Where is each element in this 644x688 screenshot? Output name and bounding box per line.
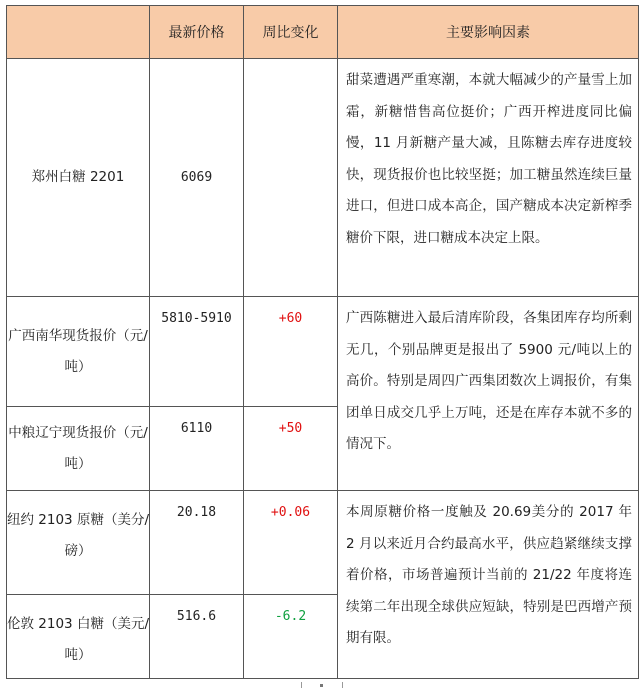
header-col-price: 最新价格 [150, 6, 244, 59]
table-row [7, 491, 639, 595]
variety-name: 伦敦 2103 白糖（美元/吨） [7, 595, 150, 679]
resize-handle[interactable] [301, 682, 343, 688]
variety-name: 郑州白糖 2201 [7, 59, 150, 297]
main-factors: 甜菜遭遇严重寒潮，本就大幅减少的产量雪上加霜，新糖惜售高位挺价；广西开榨进度同比偏慢，11 月新糖产量大减，且陈糖去库存进度较快，现货报价也比较坚挺；加工糖虽然连续巨量进口，但进口成本高企，国产糖成本决定新榨季糖价下限，进口糖成本决定上限。 [338, 59, 639, 297]
main-factors: 广西陈糖进入最后清库阶段，各集团库存均所剩无几，个别品牌更是报出了 5900 元/吨以上的高价。特别是周四广西集团数次上调报价，有集团单日成交几乎上万吨，还是在库存本就不多的情况下。 [338, 297, 639, 491]
latest-price: 6069 [150, 59, 244, 297]
weekly-change [244, 59, 338, 297]
latest-price: 516.6 [150, 595, 244, 679]
variety-name: 广西南华现货报价（元/吨） [7, 297, 150, 407]
weekly-change: +0.06 [244, 491, 338, 595]
header-row [7, 6, 639, 59]
weekly-change: +50 [244, 407, 338, 491]
variety-name: 中粮辽宁现货报价（元/吨） [7, 407, 150, 491]
table-row [7, 59, 639, 297]
latest-price: 20.18 [150, 491, 244, 595]
header-col-factors: 主要影响因素 [338, 6, 639, 59]
table-row [7, 297, 639, 407]
main-factors: 本周原糖价格一度触及 20.69美分的 2017 年 2 月以来近月合约最高水平，供应趋紧继续支撑着价格，市场普遍预计当前的 21/22 年度将连续第二年出现全球供应短缺，特别是巴西增产预期有限。 [338, 491, 639, 679]
header-col-change: 周比变化 [244, 6, 338, 59]
sugar-market-table [6, 5, 639, 679]
variety-name: 纽约 2103 原糖（美分/磅） [7, 491, 150, 595]
latest-price: 6110 [150, 407, 244, 491]
weekly-change: +60 [244, 297, 338, 407]
latest-price: 5810-5910 [150, 297, 244, 407]
header-col-variety [7, 6, 150, 59]
weekly-change: -6.2 [244, 595, 338, 679]
